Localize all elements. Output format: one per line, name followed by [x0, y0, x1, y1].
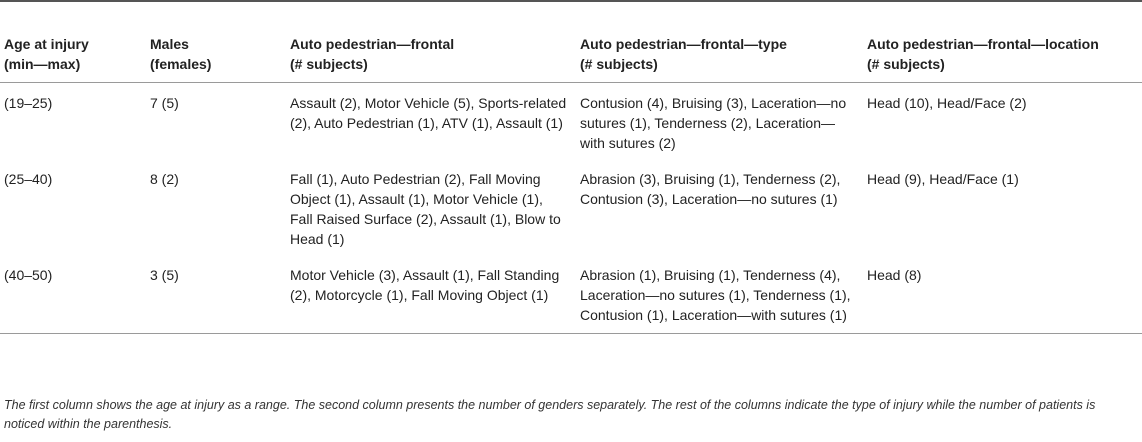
header-frontal-line1: Auto pedestrian—frontal — [290, 36, 455, 52]
header-type — [576, 1, 863, 83]
table-body — [0, 83, 1142, 334]
cell-age: (19–25) — [4, 95, 53, 111]
header-frontal-line2: (# subjects) — [290, 56, 368, 72]
header-frontal — [286, 1, 576, 83]
cell-males: 7 (5) — [150, 95, 179, 111]
cell-type: Abrasion (3), Bruising (1), Tenderness (2), Contusion (3), Laceration—no sutures (1) — [580, 171, 841, 207]
header-age — [0, 1, 146, 83]
header-type-line1: Auto pedestrian—frontal—type — [580, 36, 787, 52]
header-age-line2: (min—max) — [4, 56, 81, 72]
header-location-line2: (# subjects) — [867, 56, 945, 72]
header-row — [0, 1, 1142, 83]
cell-males: 3 (5) — [146, 255, 286, 334]
cell-type: Contusion (4), Bruising (3), Laceration—no sutures (1), Tenderness (2), Laceration—with sutures (2) — [580, 95, 847, 151]
table-header — [0, 1, 1142, 83]
header-males-line2: (females) — [150, 56, 212, 72]
cell-type: Abrasion (1), Bruising (1), Tenderness (4), Laceration—no sutures (1), Tenderness (1), Contusion (1), Laceration—with sutures (1) — [576, 255, 863, 334]
header-age-line1: Age at injury — [4, 36, 89, 52]
cell-location: Head (10), Head/Face (2) — [867, 95, 1027, 111]
cell-males: 8 (2) — [150, 171, 179, 187]
cell-location: Head (8) — [863, 255, 1142, 334]
header-males — [146, 1, 286, 83]
table-row — [0, 255, 1142, 334]
cell-location: Head (9), Head/Face (1) — [867, 171, 1019, 187]
header-location — [863, 1, 1142, 83]
cell-frontal: Assault (2), Motor Vehicle (5), Sports-related (2), Auto Pedestrian (1), ATV (1), Assault (1) — [290, 95, 567, 131]
table-footnote: The first column shows the age at injury as a range. The second column presents the number of genders separately. The rest of the columns indicate the type of injury while the number of patients is noticed within the parenthesis. — [4, 398, 1096, 431]
cell-age: (25–40) — [4, 171, 53, 187]
header-males-line1: Males — [150, 36, 189, 52]
cell-age: (40–50) — [0, 255, 146, 334]
cell-frontal: Motor Vehicle (3), Assault (1), Fall Standing (2), Motorcycle (1), Fall Moving Object (1) — [286, 255, 576, 334]
table-row — [0, 83, 1142, 160]
header-location-line1: Auto pedestrian—frontal—location — [867, 36, 1099, 52]
header-type-line2: (# subjects) — [580, 56, 658, 72]
table-row — [0, 159, 1142, 255]
cell-frontal: Fall (1), Auto Pedestrian (2), Fall Moving Object (1), Assault (1), Motor Vehicle (1), Fall Raised Surface (2), Assault (1), Blow to Head (1) — [290, 171, 561, 247]
